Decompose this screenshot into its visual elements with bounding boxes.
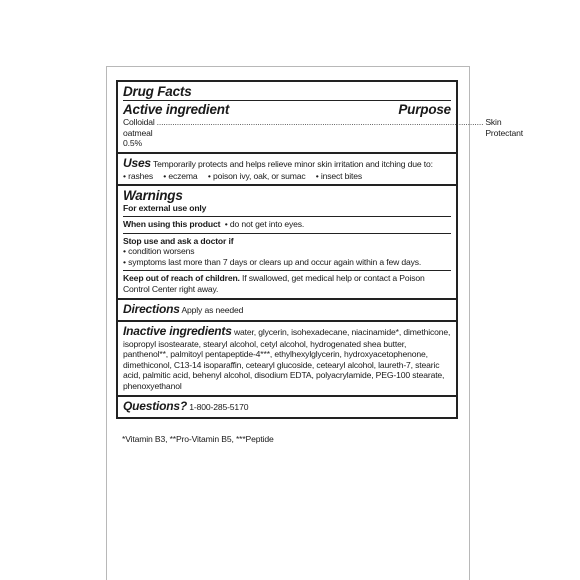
uses-heading: Uses <box>123 155 151 170</box>
warnings-section <box>118 184 456 297</box>
directions-heading: Directions <box>123 301 180 316</box>
footnote: *Vitamin B3, **Pro-Vitamin B5, ***Peptide <box>122 434 274 444</box>
when-using-text: do not get into eyes. <box>229 218 305 229</box>
active-header-row <box>123 100 451 117</box>
inactive-heading: Inactive ingredients <box>123 323 232 338</box>
directions-text: Apply as needed <box>181 304 244 315</box>
active-ingredient-row <box>123 117 523 149</box>
uses-list <box>123 171 451 182</box>
uses-item: • poison ivy, oak, or sumac <box>207 170 306 181</box>
keep-out-block <box>123 270 451 294</box>
questions-heading: Questions? <box>123 398 188 413</box>
dot-leader: .................................................................................................................................................. <box>156 117 484 127</box>
stop-use-label: Stop use and ask a doctor if <box>123 235 234 246</box>
inactive-text: water, glycerin, isohexadecane, niacinamide*, dimethicone, isopropyl isostearate, stearyl alcohol, cetyl alcohol, hydrogenated shea butter, panthenol**, palmitoyl pentapeptide-4***, ethylhexylglycerin, hydroxyacetophenone, dimethiconol, C13-14 isoparaffin, cetearyl glucoside, cetearyl alcohol, laureth-7, stearic acid, palmitic acid, behenyl alcohol, disodium EDTA, polyacrylamide, PEG-100 stearate, phenoxyethanol <box>123 326 451 391</box>
stop-use-block <box>123 233 451 268</box>
uses-item: • insect bites <box>315 170 363 181</box>
drug-facts-panel <box>116 80 523 419</box>
keep-out-label: Keep out of reach of children. <box>123 273 240 284</box>
questions-phone: 1-800-285-5170 <box>189 401 249 412</box>
uses-item: • eczema <box>163 170 198 181</box>
when-using-label: When using this product <box>123 218 221 229</box>
stop-use-item: • symptoms last more than 7 days or clears up and occur again within a few days. <box>123 256 422 267</box>
purpose-heading: Purpose <box>398 102 451 117</box>
when-using-block: When using this product • do not get into eyes. <box>123 216 451 230</box>
warnings-heading: Warnings <box>123 188 183 204</box>
active-ingredient-purpose: Skin Protectant <box>485 117 523 138</box>
inactive-section <box>118 320 456 395</box>
active-ingredient-heading: Active ingredient <box>123 102 230 117</box>
directions-section <box>118 298 456 320</box>
drug-facts-section <box>118 82 523 152</box>
uses-item: • rashes <box>123 170 154 181</box>
active-ingredient-name: Colloidal oatmeal 0.5% <box>123 117 155 149</box>
stop-use-item: • condition worsens <box>123 246 195 257</box>
uses-section <box>118 152 456 185</box>
uses-text: Temporarily protects and helps relieve minor skin irritation and itching due to: <box>152 158 433 169</box>
external-use-text: For external use only <box>123 203 207 214</box>
drug-facts-title: Drug Facts <box>123 84 192 99</box>
questions-section <box>118 395 456 417</box>
keep-out-text: If swallowed, get medical help or contact a Poison Control Center right away. <box>123 273 425 294</box>
